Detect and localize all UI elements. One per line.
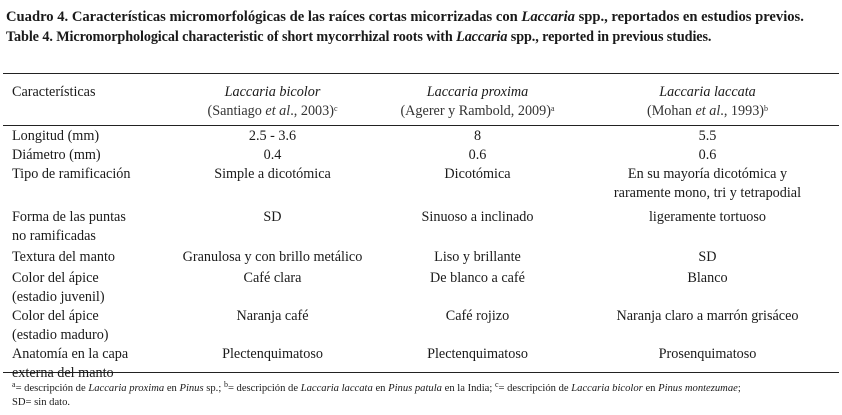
header-species-laccata: Laccaria laccata: [659, 84, 756, 100]
cell-textura-proxima: Liso y brillante: [434, 249, 521, 265]
row-label-forma-puntas: Forma de las puntas no ramificadas: [12, 209, 126, 244]
header-ref-proxima: (Agerer y Rambold, 2009)$^a$: [400, 103, 555, 119]
table-header-rule: [3, 125, 839, 126]
caption-spanish: [6, 7, 838, 27]
cell-textura-laccata: SD: [698, 249, 717, 265]
header-col-laccata: [585, 83, 830, 121]
cell-anatomia-bicolor: Plectenquimatoso: [222, 346, 323, 362]
row-label-color-apice-maduro: Color del ápice (estadio maduro): [12, 308, 109, 343]
table-footnote: $^a$= descripción de Laccaria proxima en Pinus sp.; $^b$= descripción de Laccaria laccata en Pinus patula en la India; $^c$= descripción de Laccaria bicolor en Pinus montezumae; SD= sin dato.: [12, 380, 741, 408]
row-label-diametro: Diámetro (mm): [12, 147, 101, 163]
cell-apice-juvenil-proxima: De blanco a café: [430, 270, 525, 286]
cell-forma-laccata: ligeramente tortuoso: [648, 209, 766, 225]
header-col-bicolor: [155, 83, 390, 121]
cell-anatomia-proxima: Plectenquimatoso: [427, 346, 528, 362]
cell-longitud-bicolor: 2.5 - 3.6: [248, 128, 297, 144]
header-species-bicolor: Laccaria bicolor: [224, 84, 321, 100]
header-ref-laccata: (Mohan et al., 1993)$^b$: [646, 103, 769, 119]
cell-diametro-bicolor: 0.4: [263, 147, 282, 163]
cell-anatomia-laccata: Prosenquimatoso: [658, 346, 757, 362]
header-caracteristicas: Características: [12, 84, 96, 100]
cell-diametro-proxima: 0.6: [468, 147, 487, 163]
cell-ramificacion-bicolor: Simple a dicotómica: [214, 166, 331, 182]
footnote-sd: SD= sin dato.: [12, 397, 71, 408]
header-species-proxima: Laccaria proxima: [426, 84, 529, 100]
caption-en-text-end: spp., reported in previous studies.: [510, 29, 712, 45]
caption-en-text: Micromorphological characteristic of short mycorrhizal roots with: [56, 29, 453, 45]
header-col-proxima: [365, 83, 590, 121]
caption-en-genus: Laccaria: [456, 29, 508, 45]
cell-forma-bicolor: SD: [263, 209, 282, 225]
caption-es-text-end: spp., reportados en estudios previos.: [578, 9, 804, 25]
caption-es-genus: Laccaria: [521, 9, 575, 25]
caption-es-prefix: Cuadro 4.: [6, 9, 69, 25]
cell-ramificacion-laccata: En su mayoría dicotómica y raramente mono, tri y tetrapodial: [613, 166, 802, 201]
cell-apice-juvenil-bicolor: Café clara: [243, 270, 302, 286]
table-caption: [6, 7, 838, 47]
row-label-anatomia-manto: Anatomía en la capa externa del manto: [12, 346, 129, 381]
cell-apice-juvenil-laccata: Blanco: [687, 270, 728, 286]
cell-diametro-laccata: 0.6: [698, 147, 717, 163]
row-label-color-apice-juvenil: Color del ápice (estadio juvenil): [12, 270, 105, 305]
cell-longitud-proxima: 8: [473, 128, 482, 144]
row-label-tipo-ramificacion: Tipo de ramificación: [12, 166, 131, 182]
row-label-longitud: Longitud (mm): [12, 128, 100, 144]
header-ref-bicolor: (Santiago et al., 2003)$^c$: [207, 103, 338, 119]
row-label-textura-manto: Textura del manto: [12, 249, 116, 265]
cell-apice-maduro-bicolor: Naranja café: [236, 308, 309, 324]
table-top-rule: [3, 73, 839, 74]
cell-forma-proxima: Sinuoso a inclinado: [421, 209, 534, 225]
cell-apice-maduro-laccata: Naranja claro a marrón grisáceo: [616, 308, 799, 324]
cell-apice-maduro-proxima: Café rojizo: [445, 308, 510, 324]
caption-es-text: Características micromorfológicas de las raíces cortas micorrizadas con: [71, 9, 518, 25]
caption-en-prefix: Table 4.: [6, 29, 53, 45]
caption-english: [6, 27, 838, 47]
cell-longitud-laccata: 5.5: [698, 128, 717, 144]
cell-ramificacion-proxima: Dicotómica: [444, 166, 511, 182]
cell-textura-bicolor: Granulosa y con brillo metálico: [182, 249, 363, 265]
